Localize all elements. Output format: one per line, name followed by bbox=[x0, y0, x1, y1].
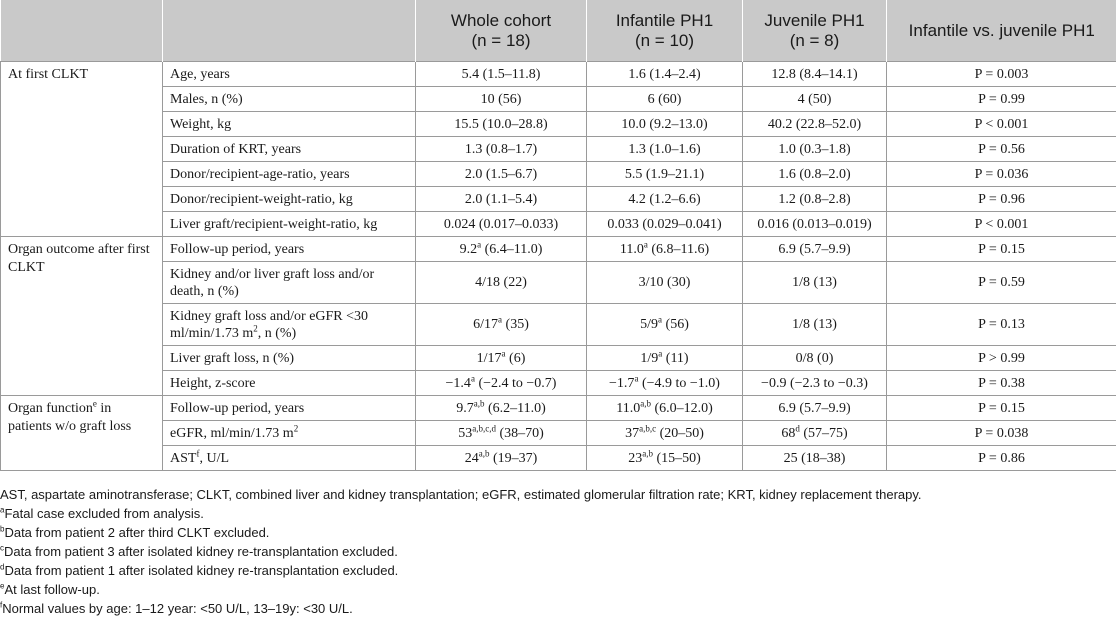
row-label: Donor/recipient-weight-ratio, kg bbox=[163, 187, 416, 212]
header-whole-cohort: Whole cohort (n = 18) bbox=[416, 0, 587, 62]
table-row bbox=[1, 371, 1116, 396]
table-row bbox=[1, 421, 1116, 446]
cell-p-value: P = 0.036 bbox=[887, 162, 1116, 187]
cell-juvenile: 0/8 (0) bbox=[743, 346, 887, 371]
cell-juvenile: 40.2 (22.8–52.0) bbox=[743, 112, 887, 137]
cell-infantile: 23$^{a,b}$ (15–50) bbox=[587, 446, 743, 471]
header-row bbox=[1, 0, 1116, 62]
row-label: AST$^f$, U/L bbox=[163, 446, 416, 471]
table-row bbox=[1, 396, 1116, 421]
row-label: Weight, kg bbox=[163, 112, 416, 137]
cell-infantile: 3/10 (30) bbox=[587, 262, 743, 304]
footnote-e: $^e$At last follow-up. bbox=[0, 581, 100, 597]
cell-p-value: P < 0.001 bbox=[887, 112, 1116, 137]
cell-juvenile: 1/8 (13) bbox=[743, 304, 887, 346]
cell-p-value: P = 0.99 bbox=[887, 87, 1116, 112]
cell-p-value: P < 0.001 bbox=[887, 212, 1116, 237]
cell-whole: 2.0 (1.5–6.7) bbox=[416, 162, 587, 187]
table-row bbox=[1, 187, 1116, 212]
cell-infantile: 0.033 (0.029–0.041) bbox=[587, 212, 743, 237]
cell-infantile: 5/9$^a$ (56) bbox=[587, 304, 743, 346]
cell-infantile: 5.5 (1.9–21.1) bbox=[587, 162, 743, 187]
header-comparison: Infantile vs. juvenile PH1 bbox=[887, 0, 1116, 62]
row-label: eGFR, ml/min/1.73 $m^2$ bbox=[163, 421, 416, 446]
table-row bbox=[1, 62, 1116, 87]
group-first-clkt: At first CLKT bbox=[1, 62, 163, 237]
row-label: Kidney graft loss and/or eGFR <30 ml/min/1.73 $m^2$, n (%) bbox=[163, 304, 416, 346]
table-row bbox=[1, 212, 1116, 237]
cell-p-value: P > 0.99 bbox=[887, 346, 1116, 371]
table-row bbox=[1, 346, 1116, 371]
cell-p-value: P = 0.59 bbox=[887, 262, 1116, 304]
cell-p-value: P = 0.15 bbox=[887, 237, 1116, 262]
cell-juvenile: 4 (50) bbox=[743, 87, 887, 112]
cell-infantile: 6 (60) bbox=[587, 87, 743, 112]
cell-juvenile: 1/8 (13) bbox=[743, 262, 887, 304]
group-organ-outcome: Organ outcome after first CLKT bbox=[1, 237, 163, 396]
cell-infantile: 4.2 (1.2–6.6) bbox=[587, 187, 743, 212]
row-label: Duration of KRT, years bbox=[163, 137, 416, 162]
group-organ-function: Organ function$^e$ in patients w/o graft loss bbox=[1, 396, 163, 471]
cell-whole: 53$^{a,b,c,d}$ (38–70) bbox=[416, 421, 587, 446]
table-row bbox=[1, 237, 1116, 262]
row-label: Height, z-score bbox=[163, 371, 416, 396]
table-row bbox=[1, 162, 1116, 187]
cell-infantile: 11.0$^a$ (6.8–11.6) bbox=[587, 237, 743, 262]
cell-juvenile: 6.9 (5.7–9.9) bbox=[743, 396, 887, 421]
cell-p-value: P = 0.038 bbox=[887, 421, 1116, 446]
header-infantile: Infantile PH1 (n = 10) bbox=[587, 0, 743, 62]
footnote-d: $^d$Data from patient 1 after isolated kidney re-transplantation excluded. bbox=[0, 562, 399, 578]
cell-whole: 5.4 (1.5–11.8) bbox=[416, 62, 587, 87]
header-juvenile: Juvenile PH1 (n = 8) bbox=[743, 0, 887, 62]
table-row bbox=[1, 87, 1116, 112]
cell-p-value: P = 0.56 bbox=[887, 137, 1116, 162]
cell-juvenile: 0.016 (0.013–0.019) bbox=[743, 212, 887, 237]
row-label: Follow-up period, years bbox=[163, 396, 416, 421]
cell-infantile: −1.7$^a$ (−4.9 to −1.0) bbox=[587, 371, 743, 396]
cell-juvenile: 25 (18–38) bbox=[743, 446, 887, 471]
table-row bbox=[1, 262, 1116, 304]
cell-infantile: 11.0$^{a,b}$ (6.0–12.0) bbox=[587, 396, 743, 421]
row-label: Donor/recipient-age-ratio, years bbox=[163, 162, 416, 187]
footnote-c: $^c$Data from patient 3 after isolated kidney re-transplantation excluded. bbox=[0, 543, 398, 559]
cell-infantile: 10.0 (9.2–13.0) bbox=[587, 112, 743, 137]
row-label: Liver graft/recipient-weight-ratio, kg bbox=[163, 212, 416, 237]
cell-whole: 9.2$^a$ (6.4–11.0) bbox=[416, 237, 587, 262]
row-label: Liver graft loss, n (%) bbox=[163, 346, 416, 371]
cell-p-value: P = 0.38 bbox=[887, 371, 1116, 396]
cell-whole: 6/17$^a$ (35) bbox=[416, 304, 587, 346]
cell-juvenile: 1.2 (0.8–2.8) bbox=[743, 187, 887, 212]
table-row bbox=[1, 112, 1116, 137]
cell-infantile: 1/9$^a$ (11) bbox=[587, 346, 743, 371]
cell-juvenile: 1.6 (0.8–2.0) bbox=[743, 162, 887, 187]
table-row bbox=[1, 137, 1116, 162]
cell-whole: 1/17$^a$ (6) bbox=[416, 346, 587, 371]
cell-juvenile: 68$^d$ (57–75) bbox=[743, 421, 887, 446]
cell-p-value: P = 0.15 bbox=[887, 396, 1116, 421]
cell-whole: 0.024 (0.017–0.033) bbox=[416, 212, 587, 237]
footnote-f: $^f$Normal values by age: 1–12 year: <50 U/L, 13–19y: <30 U/L. bbox=[0, 600, 353, 616]
cell-juvenile: 6.9 (5.7–9.9) bbox=[743, 237, 887, 262]
header-empty-1 bbox=[1, 0, 163, 62]
cell-p-value: P = 0.13 bbox=[887, 304, 1116, 346]
cell-whole: 9.7$^{a,b}$ (6.2–11.0) bbox=[416, 396, 587, 421]
footnote-abbreviations: AST, aspartate aminotransferase; CLKT, combined liver and kidney transplantation; eGFR, estimated glomerular filtration rate; KRT, kidney replacement therapy. bbox=[0, 487, 922, 502]
table-row bbox=[1, 304, 1116, 346]
cell-whole: 2.0 (1.1–5.4) bbox=[416, 187, 587, 212]
table-row bbox=[1, 446, 1116, 471]
cell-p-value: P = 0.003 bbox=[887, 62, 1116, 87]
cell-whole: 1.3 (0.8–1.7) bbox=[416, 137, 587, 162]
row-label: Follow-up period, years bbox=[163, 237, 416, 262]
cell-infantile: 1.6 (1.4–2.4) bbox=[587, 62, 743, 87]
footnote-a: $^a$Fatal case excluded from analysis. bbox=[0, 505, 204, 521]
row-label: Age, years bbox=[163, 62, 416, 87]
cell-p-value: P = 0.86 bbox=[887, 446, 1116, 471]
cell-whole: 4/18 (22) bbox=[416, 262, 587, 304]
cell-whole: 24$^{a,b}$ (19–37) bbox=[416, 446, 587, 471]
cell-whole: 10 (56) bbox=[416, 87, 587, 112]
row-label: Kidney and/or liver graft loss and/or death, n (%) bbox=[163, 262, 416, 304]
cell-whole: −1.4$^a$ (−2.4 to −0.7) bbox=[416, 371, 587, 396]
cell-infantile: 37$^{a,b,c}$ (20–50) bbox=[587, 421, 743, 446]
footnote-b: $^b$Data from patient 2 after third CLKT excluded. bbox=[0, 524, 270, 540]
header-empty-2 bbox=[163, 0, 416, 62]
cell-p-value: P = 0.96 bbox=[887, 187, 1116, 212]
cell-whole: 15.5 (10.0–28.8) bbox=[416, 112, 587, 137]
cell-juvenile: −0.9 (−2.3 to −0.3) bbox=[743, 371, 887, 396]
row-label: Males, n (%) bbox=[163, 87, 416, 112]
cell-juvenile: 12.8 (8.4–14.1) bbox=[743, 62, 887, 87]
footnotes bbox=[0, 485, 1116, 618]
cell-infantile: 1.3 (1.0–1.6) bbox=[587, 137, 743, 162]
cell-juvenile: 1.0 (0.3–1.8) bbox=[743, 137, 887, 162]
